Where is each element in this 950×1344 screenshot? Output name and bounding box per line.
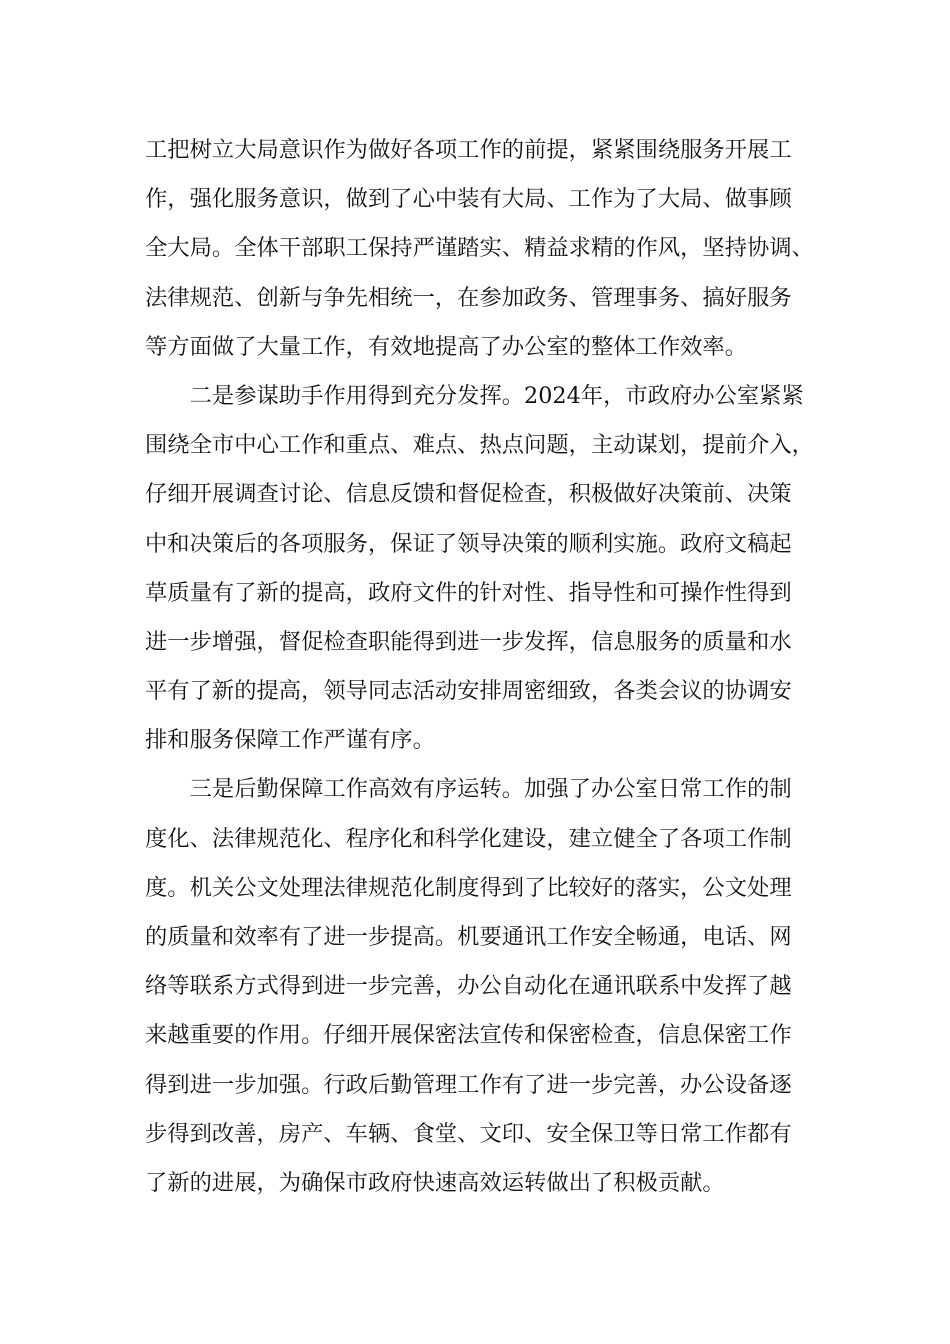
text-line: 了新的进展，为确保市政府快速高效运转做出了积极贡献。 xyxy=(145,1169,725,1196)
text-line: 围绕全市中心工作和重点、难点、热点问题，主动谋划，提前介入， xyxy=(145,432,814,459)
text-line: 仔细开展调查讨论、信息反馈和督促检查，积极做好决策前、决策 xyxy=(145,481,792,508)
text-line: 的质量和效率有了进一步提高。机要通讯工作安全畅通，电话、网 xyxy=(145,924,792,950)
text-line: 作，强化服务意识，做到了心中装有大局、工作为了大局、做事顾 xyxy=(145,186,792,213)
text-line: 工把树立大局意识作为做好各项工作的前提，紧紧围绕服务开展工 xyxy=(145,137,792,163)
text-line: 进一步增强，督促检查职能得到进一步发挥，信息服务的质量和水 xyxy=(145,628,792,655)
text-line: 草质量有了新的提高，政府文件的针对性、指导性和可操作性得到 xyxy=(145,579,792,606)
text-line: 等方面做了大量工作，有效地提高了办公室的整体工作效率。 xyxy=(145,333,748,360)
text-line: 全大局。全体干部职工保持严谨踏实、精益求精的作风，坚持协调、 xyxy=(145,235,814,262)
text-line: 来越重要的作用。仔细开展保密法宣传和保密检查，信息保密工作 xyxy=(145,1022,792,1049)
text-line: 络等联系方式得到进一步完善，办公自动化在通讯联系中发挥了越 xyxy=(145,973,792,1000)
text-line: 得到进一步加强。行政后勤管理工作有了进一步完善，办公设备逐 xyxy=(145,1071,792,1098)
body-text xyxy=(145,126,835,1208)
paragraph-3 xyxy=(145,765,835,1208)
text-line: 度。机关公文处理法律规范化制度得到了比较好的落实，公文处理 xyxy=(145,874,792,901)
text-line: 中和决策后的各项服务，保证了领导决策的顺利实施。政府文稿起 xyxy=(145,530,792,557)
text-line: 三是后勤保障工作高效有序运转。加强了办公室日常工作的制 xyxy=(189,776,792,803)
paragraph-2 xyxy=(145,372,835,766)
text-line: 度化、法律规范化、程序化和科学化建设，建立健全了各项工作制 xyxy=(145,825,792,852)
text-line: 排和服务保障工作严谨有序。 xyxy=(145,727,435,754)
text-line: 平有了新的提高，领导同志活动安排周密细致，各类会议的协调安 xyxy=(145,678,792,705)
text-line: 步得到改善，房产、车辆、食堂、文印、安全保卫等日常工作都有 xyxy=(145,1120,792,1147)
text-line: 法律规范、创新与争先相统一，在参加政务、管理事务、搞好服务 xyxy=(145,284,792,311)
text-line: 二是参谋助手作用得到充分发挥。2024年，市政府办公室紧紧 xyxy=(189,382,804,409)
paragraph-1 xyxy=(145,126,835,372)
